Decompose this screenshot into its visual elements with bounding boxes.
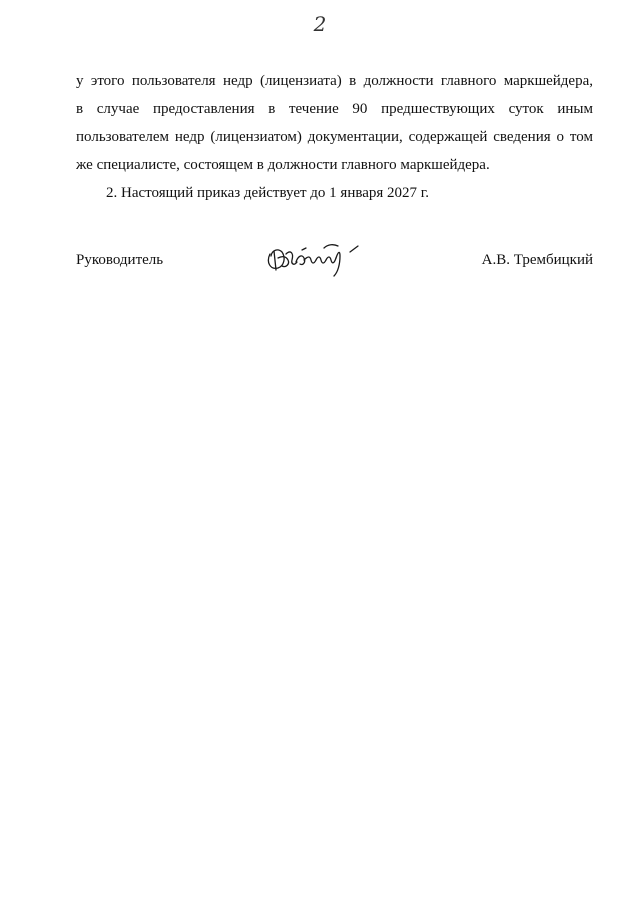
document-body	[76, 67, 593, 207]
paragraph-item-2: 2. Настоящий приказ действует до 1 января 2027 г.	[106, 185, 429, 201]
handwritten-signature	[262, 234, 372, 278]
signatory-name: А.В. Трембицкий	[481, 252, 593, 268]
paragraph-line: пользователем недр (лицензиатом) документации, содержащей сведения о том	[76, 129, 593, 145]
page-number: 2	[313, 12, 327, 36]
signature-block	[76, 248, 593, 278]
paragraph-line: же специалисте, состоящем в должности главного маркшейдера.	[76, 157, 490, 173]
paragraph-line: в случае предоставления в течение 90 предшествующих суток иным	[76, 101, 593, 117]
paragraph-line: у этого пользователя недр (лицензиата) в должности главного маркшейдера,	[76, 73, 593, 89]
paragraph-continuation	[76, 67, 593, 179]
signatory-title: Руководитель	[76, 252, 164, 268]
